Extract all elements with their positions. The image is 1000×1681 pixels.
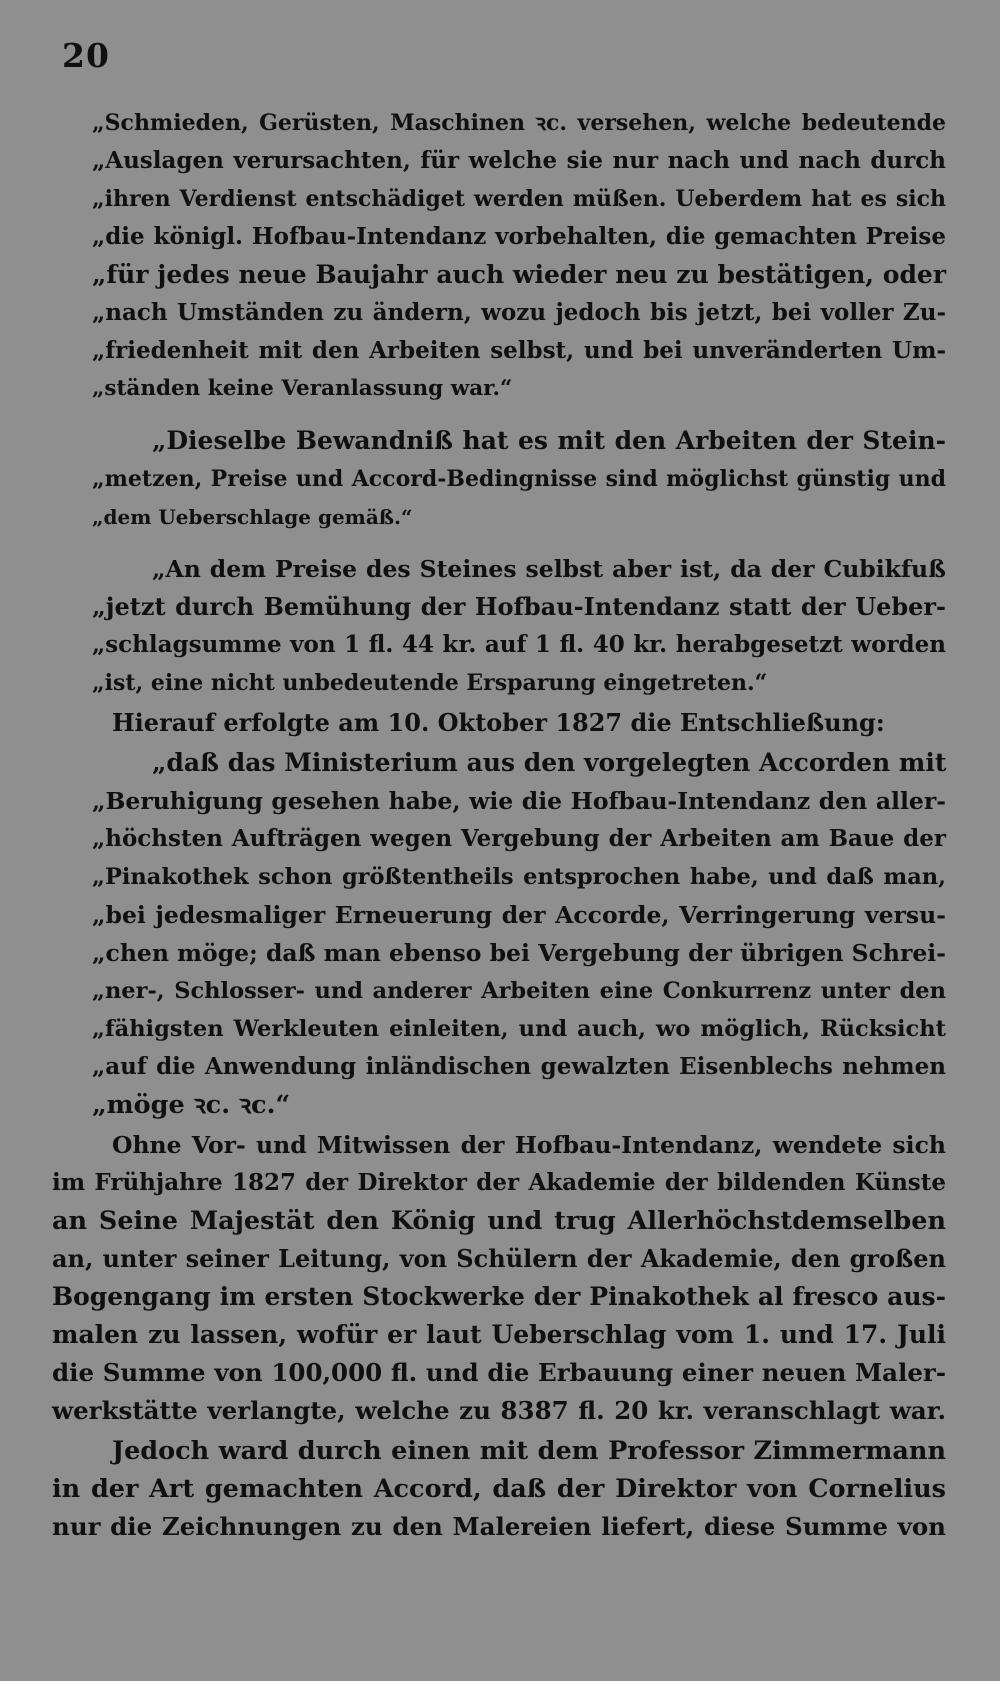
text-line: „die königl. Hofbau-Intendanz vorbehalten, die gemachten Preise	[92, 223, 946, 250]
text-line: „Schmieden, Gerüsten, Maschinen ꝛc. versehen, welche bedeutende	[92, 110, 946, 136]
text-line: „An dem Preise des Steines selbst aber ist, da der Cubikfuß	[152, 555, 946, 583]
text-line: „schlagsumme von 1 fl. 44 kr. auf 1 fl. 40 kr. herabgesetzt worden	[92, 631, 946, 658]
page-number: 20	[62, 36, 110, 75]
text-line: Ohne Vor- und Mitwissen der Hofbau-Intendanz, wendete sich	[112, 1131, 946, 1159]
text-line: „Beruhigung gesehen habe, wie die Hofbau-Intendanz den aller-	[92, 787, 946, 815]
text-line: „ner-, Schlosser- und anderer Arbeiten eine Conkurrenz unter den	[92, 978, 946, 1004]
text-line: „nach Umständen zu ändern, wozu jedoch bis jetzt, bei voller Zu-	[92, 299, 946, 326]
text-line: „Auslagen verursachten, für welche sie nur nach und nach durch	[92, 147, 946, 174]
text-line: „dem Ueberschlage gemäß.“	[92, 505, 413, 529]
text-line: an, unter seiner Leitung, von Schülern der Akademie, den großen	[52, 1244, 946, 1273]
text-line: „chen möge; daß man ebenso bei Vergebung der übrigen Schrei-	[92, 939, 946, 967]
text-line: „ständen keine Veranlassung war.“	[92, 376, 513, 401]
text-line: „friedenheit mit den Arbeiten selbst, und bei unveränderten Um-	[92, 337, 946, 364]
text-line: „jetzt durch Bemühung der Hofbau-Intendanz statt der Ueber-	[92, 592, 946, 621]
text-line: „höchsten Aufträgen wegen Vergebung der Arbeiten am Baue der	[92, 825, 946, 852]
text-line: Jedoch ward durch einen mit dem Professor Zimmermann	[112, 1436, 946, 1466]
text-line: Bogengang im ersten Stockwerke der Pinakothek al fresco aus-	[52, 1282, 946, 1311]
text-line: im Frühjahre 1827 der Direktor der Akademie der bildenden Künste	[52, 1169, 946, 1196]
text-line: „metzen, Preise und Accord-Bedingnisse sind möglichst günstig und	[92, 466, 946, 492]
text-line: „Pinakothek schon größtentheils entsprochen habe, und daß man,	[92, 864, 946, 890]
text-line: werkstätte verlangte, welche zu 8387 fl. 20 kr. veranschlagt war.	[52, 1396, 946, 1425]
text-line: die Summe von 100,000 fl. und die Erbauung einer neuen Maler-	[52, 1358, 946, 1387]
text-line: „Dieselbe Bewandniß hat es mit den Arbeiten der Stein-	[152, 426, 946, 455]
text-line: Hierauf erfolgte am 10. Oktober 1827 die Entschließung:	[112, 708, 885, 737]
text-line: „fähigsten Werkleuten einleiten, und auch, wo möglich, Rücksicht	[92, 1016, 946, 1042]
text-line: „ihren Verdienst entschädiget werden müßen. Ueberdem hat es sich	[92, 186, 946, 212]
text-line: „daß das Ministerium aus den vorgelegten Accorden mit	[152, 748, 947, 777]
text-line: „für jedes neue Baujahr auch wieder neu zu bestätigen, oder	[92, 260, 946, 289]
text-line: malen zu lassen, wofür er laut Ueberschlag vom 1. und 17. Juli	[52, 1320, 946, 1349]
text-line: „möge ꝛc. ꝛc.“	[92, 1090, 291, 1120]
text-line: nur die Zeichnungen zu den Malereien liefert, diese Summe von	[52, 1512, 946, 1541]
text-line: „auf die Anwendung inländischen gewalzten Eisenblechs nehmen	[92, 1053, 946, 1080]
text-line: in der Art gemachten Accord, daß der Direktor von Cornelius	[52, 1474, 946, 1504]
text-line: „ist, eine nicht unbedeutende Ersparung eingetreten.“	[92, 670, 768, 696]
text-line: an Seine Majestät den König und trug Allerhöchstdemselben	[52, 1206, 946, 1236]
text-line: „bei jedesmaliger Erneuerung der Accorde, Verringerung versu-	[92, 901, 946, 929]
